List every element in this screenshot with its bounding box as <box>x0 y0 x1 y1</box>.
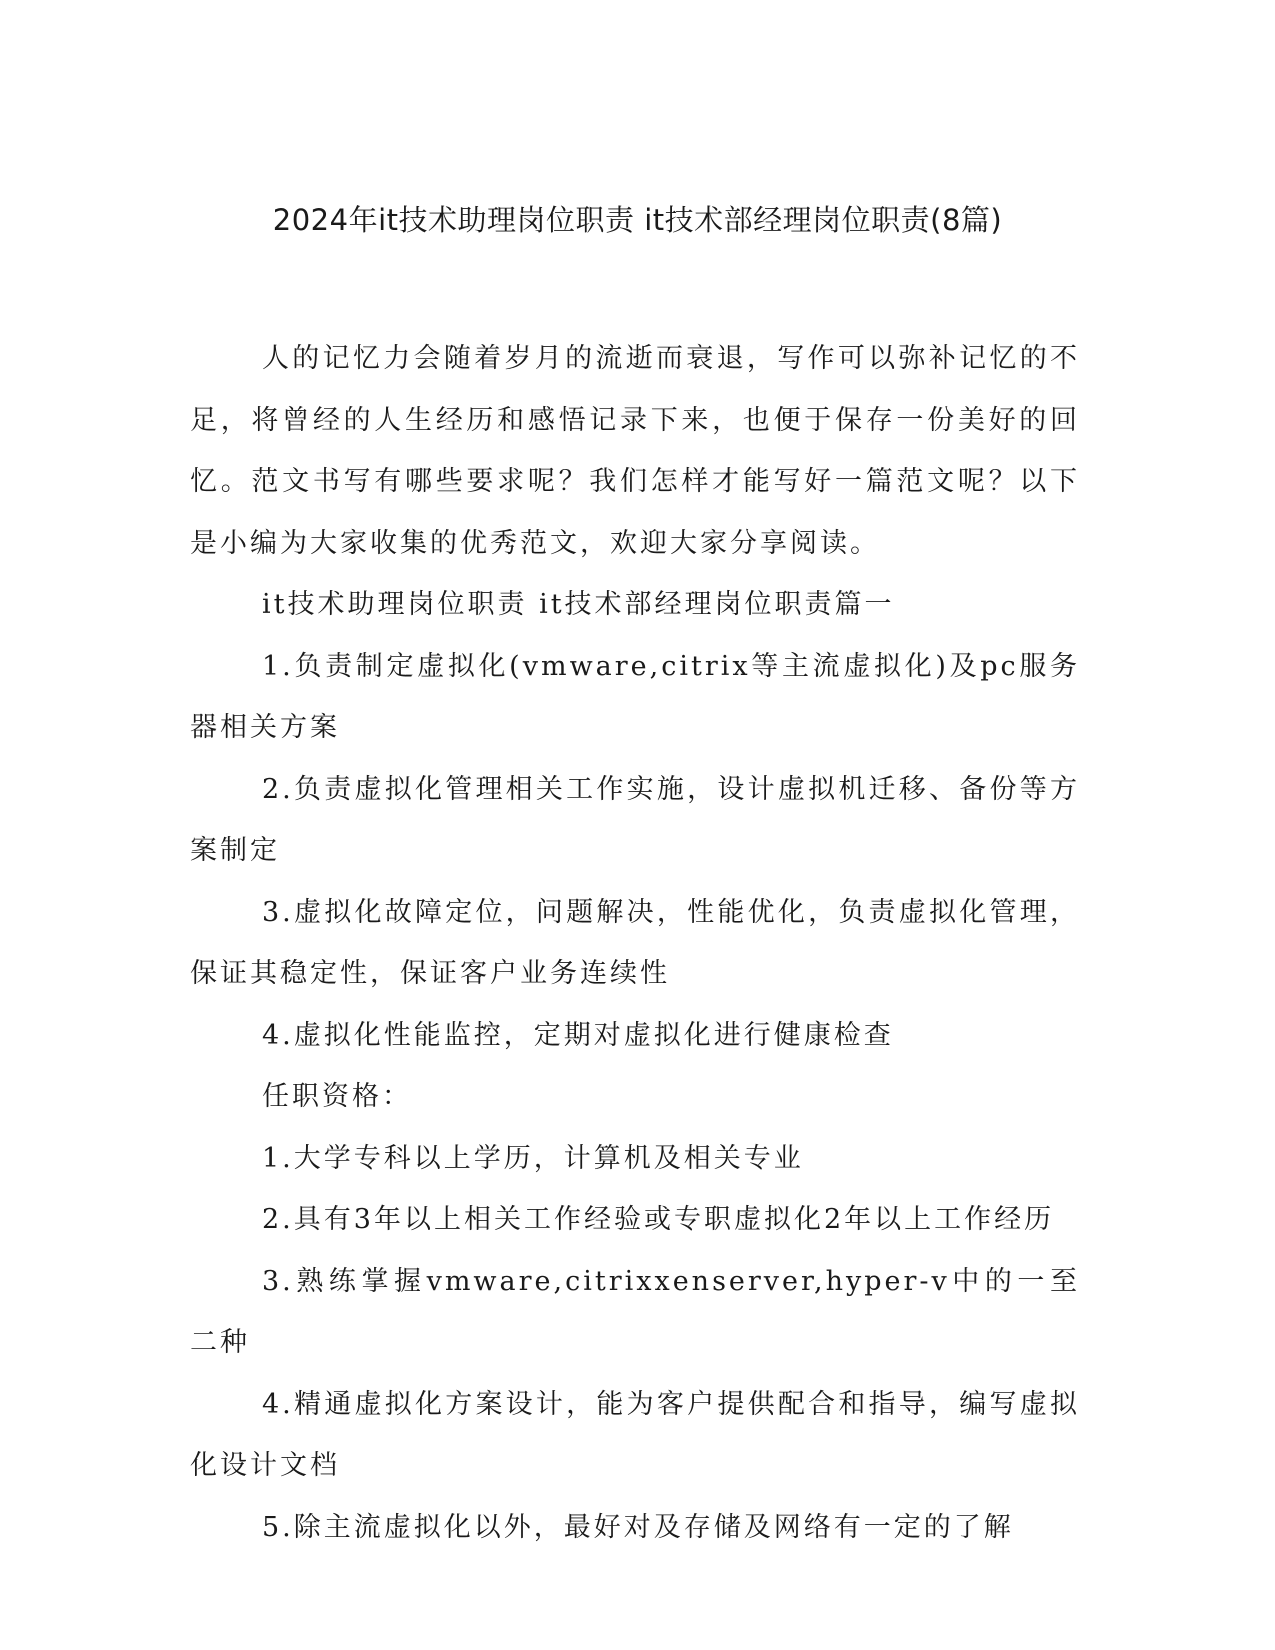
intro-paragraph: 人的记忆力会随着岁月的流逝而衰退，写作可以弥补记忆的不足，将曾经的人生经历和感悟记录下来，也便于保存一份美好的回忆。范文书写有哪些要求呢？我们怎样才能写好一篇范文呢？以下是小编为大家收集的优秀范文，欢迎大家分享阅读。 <box>190 343 1080 559</box>
document-title: 2024年it技术助理岗位职责 it技术部经理岗位职责(8篇) <box>272 203 1003 237</box>
qualifications-heading: 任职资格： <box>262 1081 412 1112</box>
qualification-item-3: 3.熟练掌握vmware,citrixxenserver,hyper-v中的一至二种 <box>190 1265 1080 1358</box>
duty-item-1: 1.负责制定虚拟化(vmware,citrix等主流虚拟化)及pc服务器相关方案 <box>190 650 1080 743</box>
duty-item-3: 3.虚拟化故障定位，问题解决，性能优化，负责虚拟化管理，保证其稳定性，保证客户业务连续性 <box>190 896 1080 989</box>
duty-item-4: 4.虚拟化性能监控，定期对虚拟化进行健康检查 <box>262 1019 894 1051</box>
duty-item-2: 2.负责虚拟化管理相关工作实施，设计虚拟机迁移、备份等方案制定 <box>190 773 1080 866</box>
qualification-item-2: 2.具有3年以上相关工作经验或专职虚拟化2年以上工作经历 <box>262 1204 1055 1235</box>
document-body <box>190 328 1080 1558</box>
section-heading: it技术助理岗位职责 it技术部经理岗位职责篇一 <box>262 589 895 620</box>
qualification-item-4: 4.精通虚拟化方案设计，能为客户提供配合和指导，编写虚拟化设计文档 <box>190 1388 1080 1481</box>
qualification-item-5: 5.除主流虚拟化以外，最好对及存储及网络有一定的了解 <box>262 1511 1014 1543</box>
qualification-item-1: 1.大学专科以上学历，计算机及相关专业 <box>262 1142 804 1174</box>
